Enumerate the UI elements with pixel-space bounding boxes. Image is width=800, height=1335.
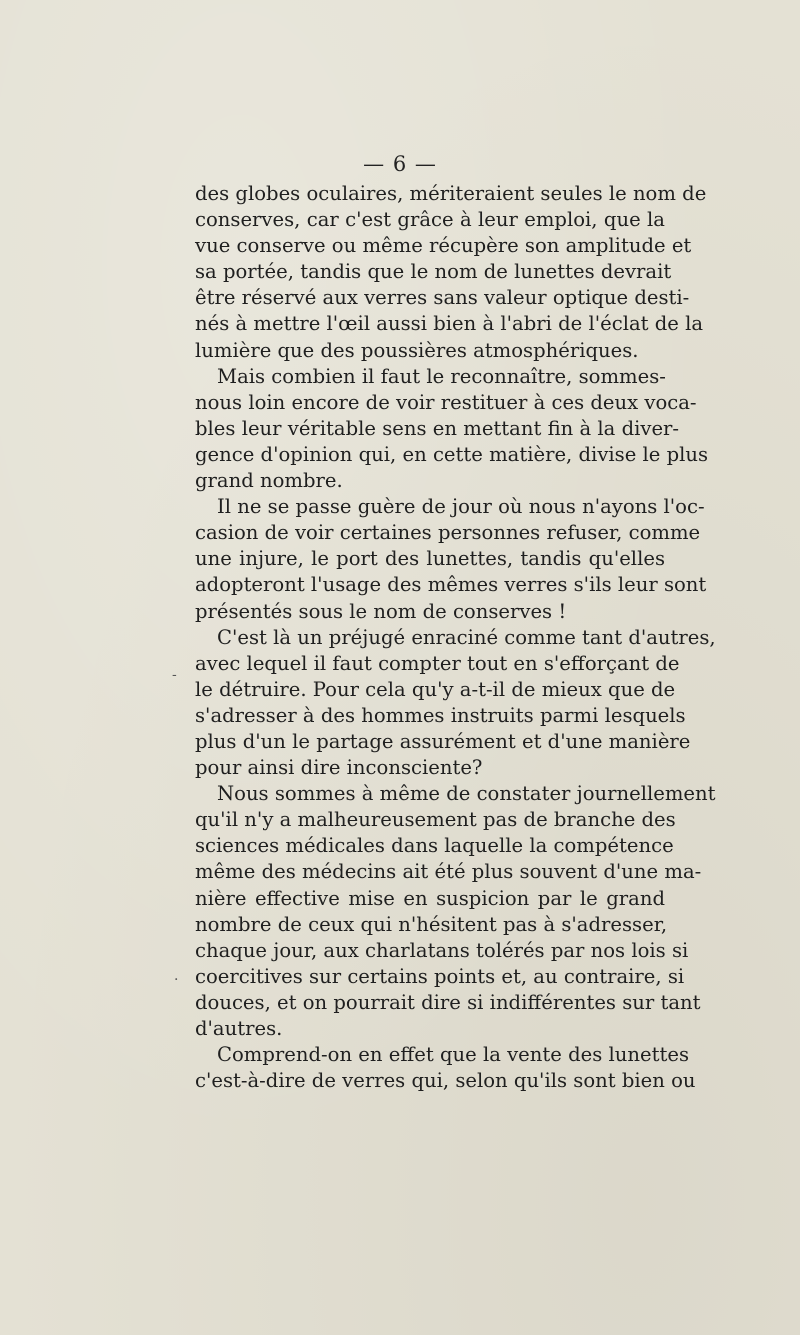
- paragraph: [195, 181, 707, 364]
- text-line: lumière que des poussières atmosphériques.: [195, 338, 639, 362]
- text-line: être réservé aux verres sans valeur optique desti-: [195, 286, 690, 310]
- paragraph: [195, 494, 707, 624]
- text-line: vue conserve ou même récupère son amplitude et: [195, 234, 692, 258]
- text-line: casion de voir certaines personnes refuser, comme: [195, 521, 701, 545]
- text-line: nous loin encore de voir restituer à ces deux voca-: [195, 390, 697, 414]
- text-line: Comprend-on en effet que la vente des lunettes: [217, 1043, 690, 1067]
- text-line: gence d'opinion qui, en cette matière, divise le plus: [195, 442, 709, 466]
- page-number: — 6 —: [363, 152, 437, 176]
- text-line: douces, et on pourrait dire si indifférentes sur tant: [195, 990, 701, 1014]
- text-line: des globes oculaires, mériteraient seules le nom de: [195, 182, 707, 205]
- text-line: bles leur véritable sens en mettant fin à la diver-: [195, 416, 680, 440]
- text-line: conserves, car c'est grâce à leur emploi, que la: [195, 208, 665, 232]
- text-line: d'autres.: [195, 1017, 283, 1040]
- text-line: c'est-à-dire de verres qui, selon qu'ils sont bien ou: [195, 1069, 696, 1093]
- text-line: nombre de ceux qui n'hésitent pas à s'adresser,: [195, 912, 668, 936]
- text-line: chaque jour, aux charlatans tolérés par nos lois si: [195, 938, 689, 962]
- text-line: coercitives sur certains points et, au contraire, si: [195, 964, 685, 988]
- text-line: une injure, le port des lunettes, tandis qu'elles: [195, 547, 665, 571]
- text-line: nière effective mise en suspicion par le grand: [195, 886, 665, 910]
- text-line: plus d'un le partage assurément et d'une manière: [195, 729, 691, 753]
- margin-mark: ·: [174, 972, 179, 988]
- text-line: qu'il n'y a malheureusement pas de branche des: [195, 808, 676, 832]
- paragraph: [195, 364, 709, 494]
- text-line: nés à mettre l'œil aussi bien à l'abri de l'éclat de la: [195, 312, 704, 336]
- margin-mark: -: [172, 667, 177, 683]
- text-line: présentés sous le nom de conserves !: [195, 599, 567, 623]
- text-line: sa portée, tandis que le nom de lunettes devrait: [195, 260, 672, 284]
- paragraph: [195, 625, 716, 782]
- text-line: adopteront l'usage des mêmes verres s'ils leur sont: [195, 573, 707, 597]
- text-line: s'adresser à des hommes instruits parmi lesquels: [195, 703, 686, 727]
- text-line: grand nombre.: [195, 469, 343, 493]
- text-line: pour ainsi dire inconsciente?: [195, 756, 483, 780]
- text-line: le détruire. Pour cela qu'y a-t-il de mieux que de: [195, 677, 676, 701]
- text-line: Nous sommes à même de constater journellement: [217, 782, 716, 806]
- paragraph: [195, 1042, 696, 1094]
- paragraph: [195, 781, 716, 1042]
- text-line: avec lequel il faut compter tout en s'efforçant de: [195, 651, 680, 675]
- text-line: sciences médicales dans laquelle la compétence: [195, 834, 674, 858]
- text-line: même des médecins ait été plus souvent d'une ma-: [195, 860, 702, 884]
- text-line: Mais combien il faut le reconnaître, sommes-: [217, 364, 666, 388]
- text-line: Il ne se passe guère de jour où nous n'ayons l'oc-: [217, 495, 705, 519]
- text-line: C'est là un préjugé enraciné comme tant d'autres,: [217, 625, 716, 649]
- body-text: [195, 181, 716, 1094]
